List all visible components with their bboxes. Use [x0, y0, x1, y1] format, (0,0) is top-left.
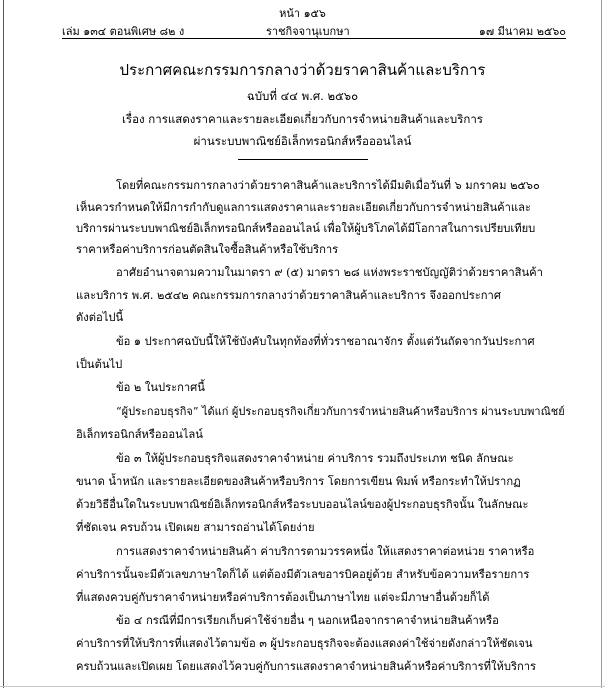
body-line: ค่าบริการที่ให้บริการที่แสดงไว้ตามข้อ ๓ ผู้ประกอบธุรกิจจะต้องแสดงค่าใช้จ่ายดังกล่าวให้ชัดเจน	[76, 637, 533, 650]
body-line: บริการผ่านระบบพาณิชย์อิเล็กทรอนิกส์หรือออนไลน์ เพื่อให้ผู้บริโภคได้มีโอกาสในการเปรียบเทียบ	[76, 222, 536, 235]
gazette-name: ราชกิจจานุเบกษา	[266, 25, 350, 38]
body-line: ขนาด น้ำหนัก และรายละเอียดของสินค้าหรือบริการ โดยการเขียน พิมพ์ หรือกระทำให้ปรากฏ	[76, 475, 521, 488]
announcement-issue: ฉบับที่ ๔๔ พ.ศ. ๒๕๖๐	[246, 89, 359, 103]
publication-date: ๑๗ มีนาคม ๒๕๖๐	[478, 25, 566, 38]
body-line: เป็นต้นไป	[76, 358, 123, 371]
body-line: เห็นควรกำหนดให้มีการกำกับดูแลการแสดงราคาและรายละเอียดเกี่ยวกับการจำหน่ายสินค้าและ	[76, 201, 531, 214]
body-line: ค่าบริการนั้นจะมีตัวเลขภาษาใดก็ได้ แต่ต้องมีตัวเลขอารบิคอยู่ด้วย สำหรับข้อความหรือรายการ	[76, 568, 530, 581]
body-line: ดังต่อไปนี้	[76, 311, 124, 324]
gazette-header	[62, 22, 566, 38]
title-divider	[238, 159, 368, 160]
volume-issue: เล่ม ๑๓๔ ตอนพิเศษ ๘๒ ง	[62, 25, 185, 38]
body-line: การแสดงราคาจำหน่ายสินค้า ค่าบริการตามวรรคหนึ่ง ให้แสดงราคาต่อหน่วย ราคาหรือ	[116, 545, 535, 558]
bottom-page-edge	[0, 686, 605, 687]
body-line: ราคาหรือค่าบริการก่อนตัดสินใจซื้อสินค้าหรือใช้บริการ	[76, 243, 339, 256]
clause-3: ข้อ ๓ ให้ผู้ประกอบธุรกิจแสดงราคาจำหน่าย ค่าบริการ รวมถึงประเภท ชนิด ลักษณะ	[116, 452, 514, 465]
clause-4: ข้อ ๔ กรณีที่มีการเรียกเก็บค่าใช้จ่ายอื่น ๆ นอกเหนือจากราคาจำหน่ายสินค้าหรือ	[116, 614, 499, 627]
body-line: ด้วยวิธีอื่นใดในระบบพาณิชย์อิเล็กทรอนิกส์หรือระบบออนไลน์ของผู้ประกอบธุรกิจนั้น ในลักษณะ	[76, 498, 529, 511]
header-rule	[62, 38, 566, 39]
body-line: อิเล็กทรอนิกส์หรือออนไลน์	[76, 428, 203, 441]
body-line: และบริการ พ.ศ. ๒๕๔๒ คณะกรรมการกลางว่าด้วยราคาสินค้าและบริการ จึงออกประกาศ	[76, 289, 501, 302]
body-line: ที่แสดงควบคู่กับราคาจำหน่ายหรือค่าบริการต้องเป็นภาษาไทย แต่จะมีภาษาอื่นด้วยก็ได้	[76, 591, 490, 604]
clause-1: ข้อ ๑ ประกาศฉบับนี้ให้ใช้บังคับในทุกท้องที่ทั่วราชอาณาจักร ตั้งแต่วันถัดจากวันประกาศ	[116, 335, 535, 348]
announcement-title: ประกาศคณะกรรมการกลางว่าด้วยราคาสินค้าและบริการ	[119, 61, 486, 79]
clause-2: ข้อ ๒ ในประกาศนี้	[116, 381, 205, 394]
body-line: โดยที่คณะกรรมการกลางว่าด้วยราคาสินค้าและบริการได้มีมติเมื่อวันที่ ๖ มกราคม ๒๕๖๐	[116, 179, 540, 192]
body-line: ครบถ้วนและเปิดเผย โดยแสดงไว้ควบคู่กับการแสดงราคาจำหน่ายสินค้าหรือค่าบริการที่ให้บริการ	[76, 660, 537, 673]
body-line: อาศัยอำนาจตามความในมาตรา ๙ (๕) มาตรา ๒๘ แห่งพระราชบัญญัติว่าด้วยราคาสินค้า	[116, 266, 543, 279]
body-line: ที่ชัดเจน ครบถ้วน เปิดเผย สามารถอ่านได้โดยง่าย	[76, 521, 315, 534]
page-number: หน้า ๑๕๖	[279, 7, 326, 20]
definition-line: “ผู้ประกอบธุรกิจ” ได้แก่ ผู้ประกอบธุรกิจเกี่ยวกับการจำหน่ายสินค้าหรือบริการ ผ่านระบบพาณิชย์	[116, 405, 565, 418]
subject-line-2: ผ่านระบบพาณิชย์อิเล็กทรอนิกส์หรือออนไลน์	[193, 134, 412, 148]
subject-line-1: เรื่อง การแสดงราคาและรายละเอียดเกี่ยวกับการจำหน่ายสินค้าและบริการ	[122, 112, 483, 126]
